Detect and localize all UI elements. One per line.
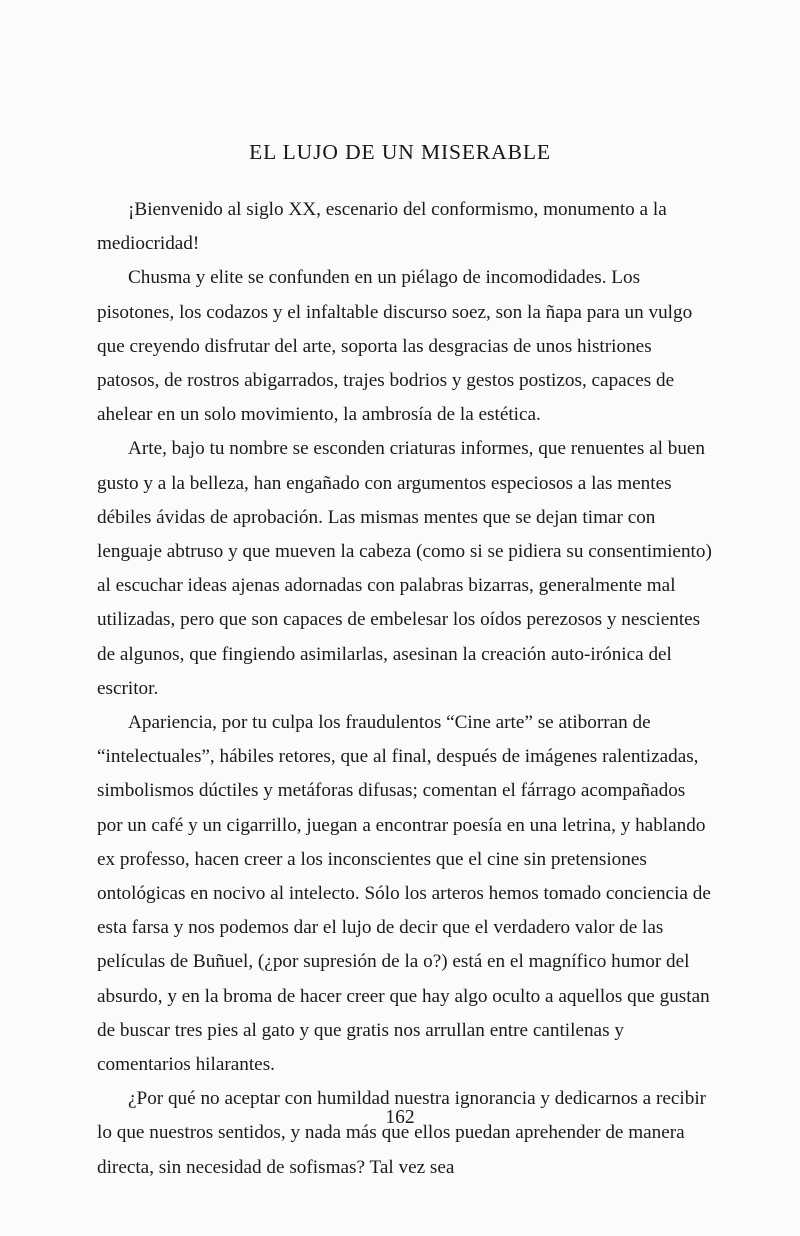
body-text-block	[97, 193, 713, 1185]
paragraph: ¡Bienvenido al siglo XX, escenario del conformismo, monumento a la mediocridad!	[97, 199, 667, 255]
paragraph: Arte, bajo tu nombre se esconden criaturas informes, que renuentes al buen gusto y a la belleza, han engañado con argumentos especiosos a las mentes débiles ávidas de aprobación. Las mismas mentes que se dejan timar con lenguaje abtruso y que mueven la cabeza (como si se pidiera su consentimiento) al escuchar ideas ajenas adornadas con palabras bizarras, generalmente mal utilizadas, pero que son capaces de embelesar los oídos perezosos y nescientes de algunos, que fingiendo asimilarlas, asesinan la creación auto-irónica del escritor.	[97, 438, 712, 699]
page-number: 162	[385, 1107, 415, 1128]
paragraph: Chusma y elite se confunden en un piélago de incomodidades. Los pisotones, los codazos y el infaltable discurso soez, son la ñapa para un vulgo que creyendo disfrutar del arte, soporta las desgracias de unos histriones patosos, de rostros abigarrados, trajes bodrios y gestos postizos, capaces de ahelear en un solo movimiento, la ambrosía de la estética.	[97, 267, 693, 426]
page-title: EL LUJO DE UN MISERABLE	[249, 140, 551, 164]
paragraph: ¿Por qué no aceptar con humildad nuestra ignorancia y dedicarnos a recibir lo que nuestros sentidos, y nada más que ellos puedan aprehender de manera directa, sin necesidad de sofismas? Tal vez sea	[97, 1088, 707, 1178]
paragraph: Apariencia, por tu culpa los fraudulentos “Cine arte” se atiborran de “intelectuales”, hábiles retores, que al final, después de imágenes ralentizadas, simbolismos dúctiles y metáforas difusas; comentan el fárrago acompañados por un café y un cigarrillo, juegan a encontrar poesía en una letrina, y hablando ex professo, hacen creer a los inconscientes que el cine sin pretensiones ontológicas en nocivo al intelecto. Sólo los arteros hemos tomado conciencia de esta farsa y nos podemos dar el lujo de decir que el verdadero valor de las películas de Buñuel, (¿por supresión de la o?) está en el magnífico humor del absurdo, y en la broma de hacer creer que hay algo oculto a aquellos que gustan de buscar tres pies al gato y que gratis nos arrullan entre cantilenas y comentarios hilarantes.	[97, 712, 711, 1076]
